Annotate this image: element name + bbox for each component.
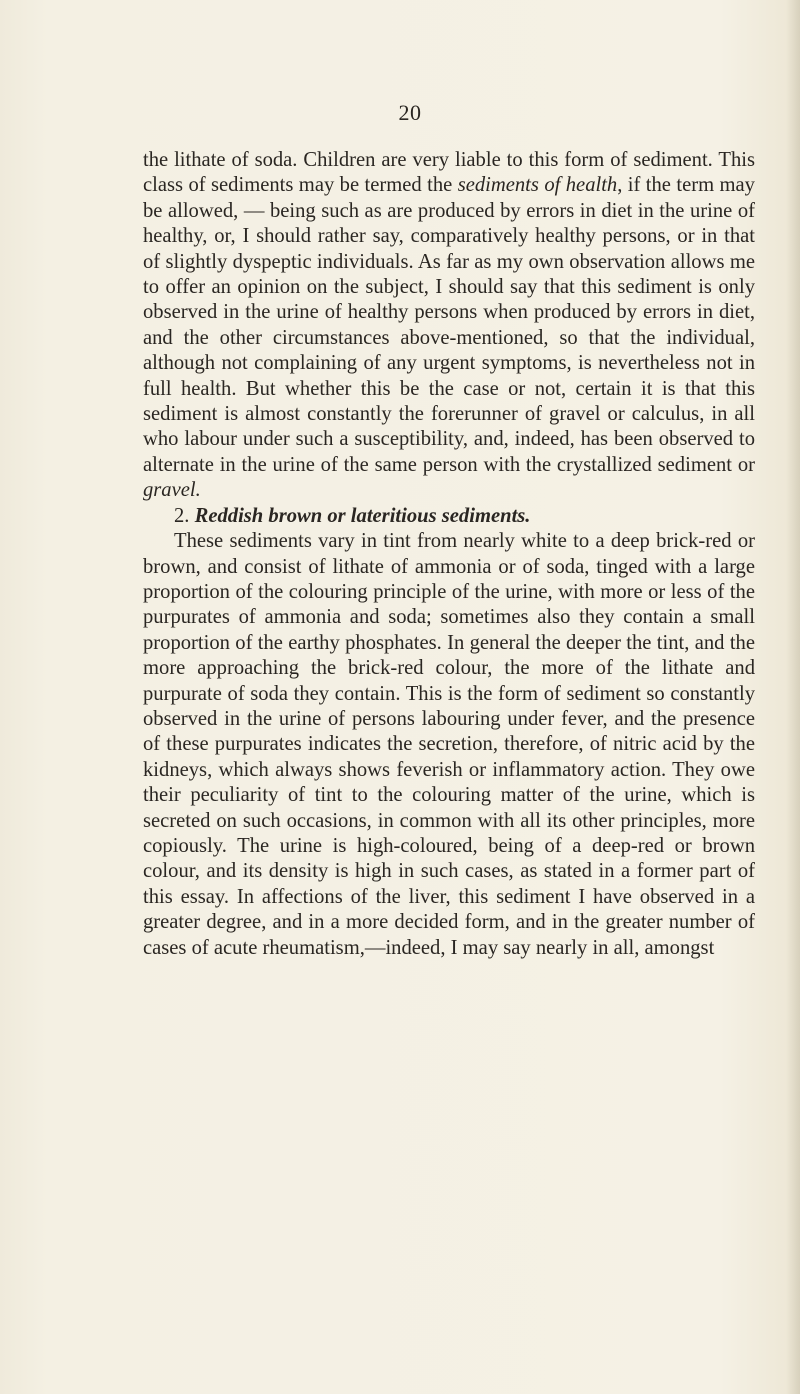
- italic-term-gravel: gravel.: [143, 479, 201, 502]
- italic-term-sediments-of-health: sediments of health: [457, 174, 618, 197]
- section-heading: [143, 504, 755, 529]
- page-edge-shadow: [786, 0, 800, 1394]
- paragraph-text: the lithate of soda. Children are very liable to this form of sediment. This class of sediments may be termed the: [143, 149, 755, 197]
- paragraph-lateritious-sediments: These sediments vary in tint from nearly white to a deep brick-red or brown, and consist of lithate of ammonia or of soda, tinged with a large proportion of the colouring principle of the urine, with more or less of the purpurates of ammonia and soda; sometimes also they contain a small proportion of the earthy phosphates. In general the deeper the tint, and the more approaching the brick-red colour, the more of the lithate and purpurate of soda they contain. This is the form of sediment so constantly observed in the urine of persons labouring under fever, and the presence of these purpurates indicates the secretion, therefore, of nitric acid by the kidneys, which always shows feverish or inflammatory action. They owe their peculiarity of tint to the colouring matter of the urine, which is secreted on such occasions, in common with all its other principles, more copiously. The urine is high-coloured, being of a deep-red or brown colour, and its density is high in such cases, as stated in a former part of this essay. In affections of the liver, this sediment I have observed in a greater degree, and in a more decided form, and in the greater number of cases of acute rheumatism,—indeed, I may say nearly in all, amongst: [143, 530, 755, 959]
- paragraph-sediments-of-health: [143, 148, 755, 504]
- section-title: Reddish brown or lateritious sediments.: [194, 504, 531, 527]
- section-number: 2.: [174, 504, 195, 527]
- paragraph-text: , if the term may be allowed, — being such as are produced by errors in diet in the urine of healthy, or, I should rather say, comparatively healthy persons, or in that of slightly dyspeptic individuals. As far as my own observation allows me to offer an opinion on the subject, I should say that this sediment is only observed in the urine of healthy persons when produced by errors in diet, and the other circumstances above-mentioned, so that the individual, although not complaining of any urgent symptoms, is nevertheless not in full health. But whether this be the case or not, certain it is that this sediment is almost constantly the forerunner of gravel or calculus, in all who labour under such a susceptibility, and, indeed, has been observed to alternate in the urine of the same person with the crystallized sediment or: [143, 174, 755, 476]
- page-number: 20: [398, 100, 422, 125]
- body-text: [143, 148, 755, 961]
